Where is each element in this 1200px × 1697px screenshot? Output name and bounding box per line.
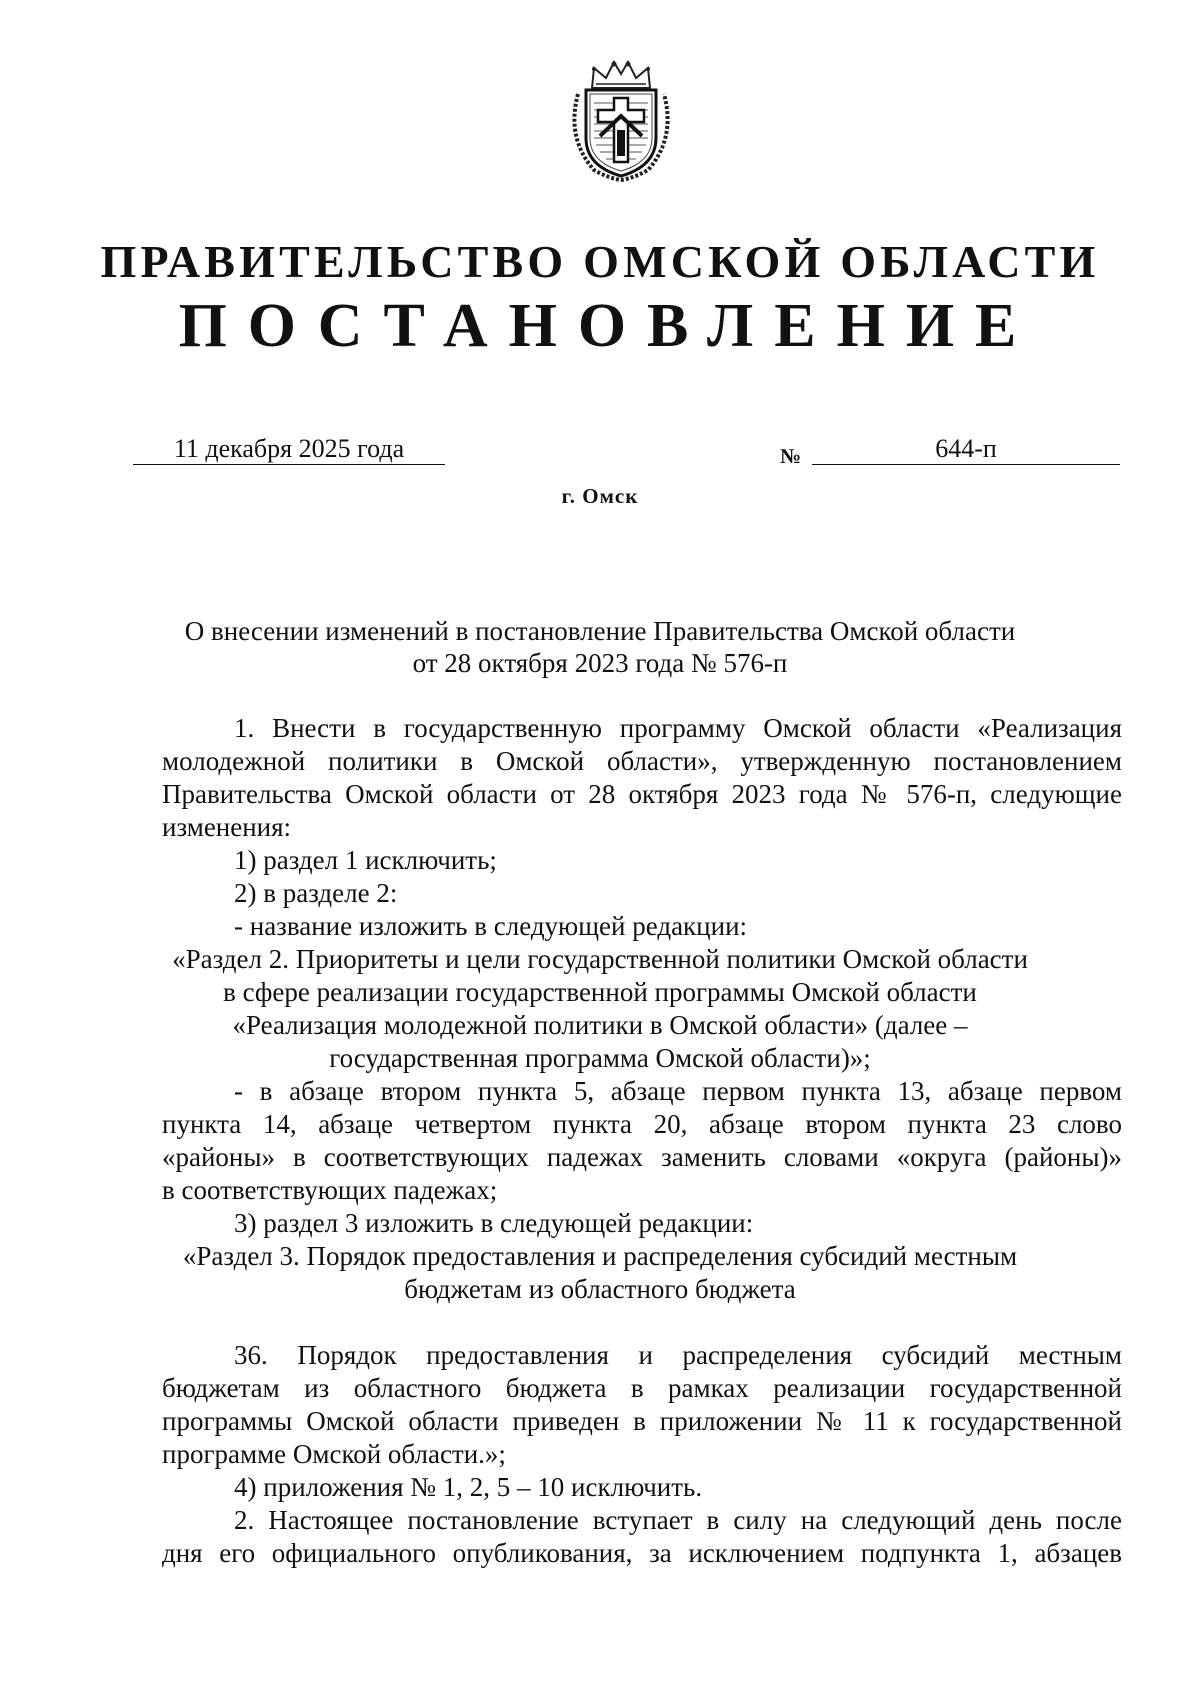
paragraph-line: изменения: (162, 812, 292, 842)
paragraph-line: программе Омской области.»; (162, 1439, 506, 1469)
paragraph-line: молодежной политики в Омской области», утвержденную постановлением (162, 746, 1122, 776)
paragraph-line: пункта 14, абзаце четвертом пункта 20, абзаце втором пункта 23 слово (162, 1109, 1122, 1139)
list-item: - название изложить в следующей редакции: (234, 911, 748, 941)
quoted-heading-line: «Реализация молодежной политики в Омской области» (далее – (232, 1010, 968, 1040)
document-city: г. Омск (561, 484, 639, 508)
paragraph-line: программы Омской области приведен в приложении № 11 к государственной (162, 1406, 1122, 1436)
quoted-heading-line: государственная программа Омской области)»; (329, 1043, 871, 1073)
paragraph-line: «районы» в соответствующих падежах заменить словами «округа (районы)» (162, 1142, 1122, 1172)
quoted-heading-line: «Раздел 2. Приоритеты и цели государственной политики Омской области (172, 944, 1028, 974)
list-item: 2) в разделе 2: (234, 878, 398, 908)
quoted-heading-line: в сфере реализации государственной программы Омской области (223, 977, 977, 1007)
paragraph-line: 1. Внести в государственную программу Омской области «Реализация (234, 713, 1122, 743)
document-date: 11 декабря 2025 года (133, 434, 445, 465)
paragraph-line: - в абзаце втором пункта 5, абзаце первом пункта 13, абзаце первом (234, 1076, 1122, 1106)
paragraph-line: 36. Порядок предоставления и распределения субсидий местным (234, 1340, 1122, 1370)
coat-of-arms-icon (564, 58, 678, 182)
document-title-line: О внесении изменений в постановление Правительства Омской области (184, 616, 1016, 646)
list-item: 1) раздел 1 исключить; (234, 845, 497, 875)
paragraph-line: дня его официального опубликования, за исключением подпункта 1, абзацев (162, 1538, 1122, 1568)
document-number: 644-п (812, 434, 1120, 465)
paragraph-line: в соответствующих падежах; (162, 1175, 498, 1205)
paragraph-line: бюджетам из областного бюджета в рамках реализации государственной (162, 1373, 1122, 1403)
document-title-line: от 28 октября 2023 года № 576-п (412, 648, 788, 678)
document-type: ПОСТАНОВЛЕНИЕ (178, 292, 1038, 360)
number-sign: № (780, 444, 802, 468)
quoted-heading-line: «Раздел 3. Порядок предоставления и распределения субсидий местным (182, 1241, 1018, 1271)
paragraph-line: Правительства Омской области от 28 октября 2023 года № 576-п, следующие (162, 779, 1122, 809)
list-item: 3) раздел 3 изложить в следующей редакции: (234, 1208, 754, 1238)
paragraph-line: 2. Настоящее постановление вступает в силу на следующий день после (234, 1505, 1122, 1535)
quoted-heading-line: бюджетам из областного бюджета (404, 1274, 796, 1304)
list-item: 4) приложения № 1, 2, 5 – 10 исключить. (234, 1472, 703, 1502)
organization-name: ПРАВИТЕЛЬСТВО ОМСКОЙ ОБЛАСТИ (100, 236, 1100, 287)
